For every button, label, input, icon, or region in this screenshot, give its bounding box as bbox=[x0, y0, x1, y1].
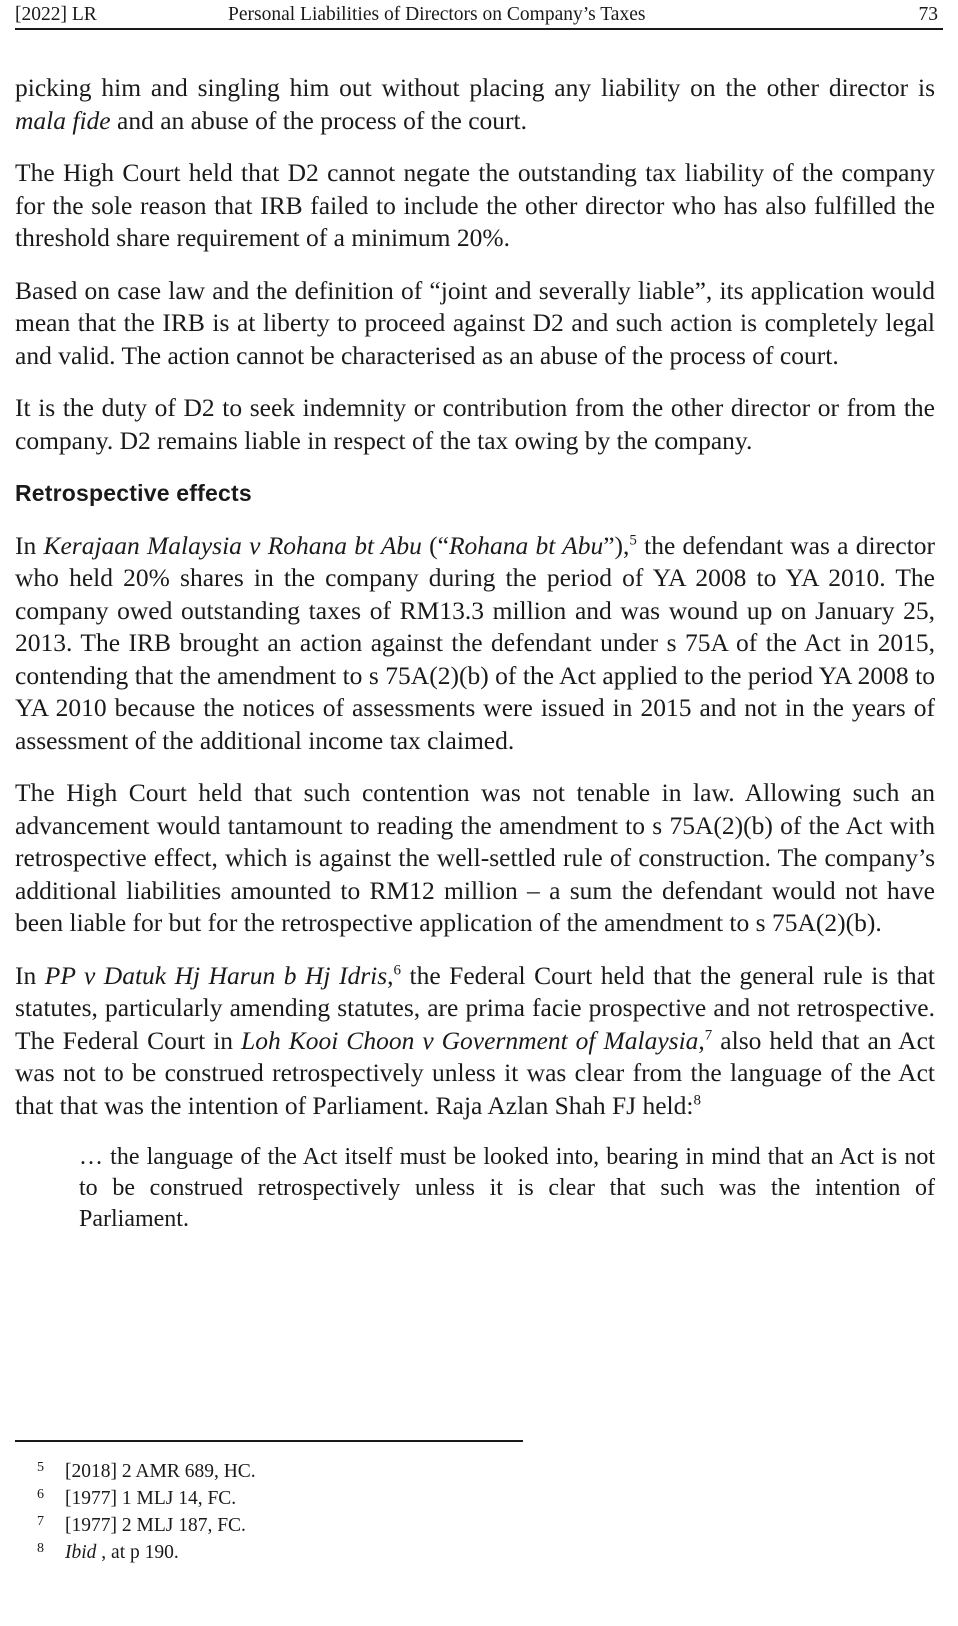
footnote-text: [1977] 1 MLJ 14, FC. bbox=[65, 1488, 237, 1509]
case-name: Loh Kooi Choon v Government of Malaysia bbox=[241, 1025, 699, 1055]
text-run: In bbox=[15, 960, 45, 990]
document-page bbox=[15, 0, 943, 1626]
text-run: (“ bbox=[421, 530, 449, 560]
text-run: In bbox=[15, 530, 44, 560]
text-run: the defendant was a director who held 20% shares in the company during the period of YA 2008 to YA 2010. The company owed outstanding taxes of RM13.3 million and was wound up on January 25, 2013. The IRB brought an action against the defendant under s 75A of the Act in 2015, contending that the amendment to s 75A(2)(b) of the Act applied to the period YA 2008 to YA 2010 because the notices of assessments were issued in 2015 and not in the years of assessment of the additional income tax claimed. bbox=[15, 530, 935, 755]
text-run: ”), bbox=[603, 530, 630, 560]
footnotes bbox=[37, 1458, 256, 1566]
footnote-7 bbox=[37, 1512, 256, 1539]
footnote-ref[interactable]: 5 bbox=[629, 532, 637, 548]
header-citation: [2022] LR bbox=[15, 4, 97, 25]
paragraph-7 bbox=[15, 960, 935, 1123]
header-page-number: 73 bbox=[918, 4, 938, 25]
footnote-number: 5 bbox=[37, 1460, 44, 1475]
case-name: Kerajaan Malaysia v Rohana bt Abu bbox=[43, 530, 422, 560]
footnote-number: 6 bbox=[37, 1487, 44, 1502]
text-run: , bbox=[698, 1025, 705, 1055]
footnote-ref[interactable]: 8 bbox=[693, 1092, 701, 1108]
body-text bbox=[15, 72, 935, 1235]
header-running-title: Personal Liabilities of Directors on Company’s Taxes bbox=[228, 4, 646, 25]
footnote-text: [2018] 2 AMR 689, HC. bbox=[65, 1461, 256, 1482]
footnote-number: 8 bbox=[37, 1541, 44, 1556]
case-name: PP v Datuk Hj Harun b Hj Idris bbox=[44, 960, 388, 990]
footnote-ibid: Ibid bbox=[65, 1542, 97, 1563]
paragraph-6: The High Court held that such contention was not tenable in law. Allowing such an advancement would tantamount to reading the amendment to s 75A(2)(b) of the Act with retrospective effect, which is against the well-settled rule of construction. The company’s additional liabilities amounted to RM12 million – a sum the defendant would not have been liable for but for the retrospective application of the amendment to s 75A(2)(b). bbox=[15, 778, 935, 937]
footnote-5 bbox=[37, 1458, 256, 1485]
paragraph-2: The High Court held that D2 cannot negate the outstanding tax liability of the company for the sole reason that IRB failed to include the other director who has also fulfilled the threshold share requirement of a minimum 20%. bbox=[15, 158, 935, 252]
footnote-ref[interactable]: 6 bbox=[393, 962, 402, 978]
text-run: picking him and singling him out without placing any liability on the other director is bbox=[15, 73, 935, 102]
section-heading: Retrospective effects bbox=[15, 480, 252, 506]
paragraph-3: Based on case law and the definition of “joint and severally liable”, its application would mean that the IRB is at liberty to proceed against D2 and such action is completely legal and valid. The action cannot be characterised as an abuse of the process of court. bbox=[15, 275, 935, 370]
text-run: the Federal Court held that the general rule is that statutes, particularly amending statutes, are prima facie prospective and not retrospective. The Federal Court in bbox=[15, 960, 935, 1055]
footnote-text: , at p 190. bbox=[96, 1542, 179, 1563]
paragraph-4: It is the duty of D2 to seek indemnity or contribution from the other director or from the company. D2 remains liable in respect of the tax owing by the company. bbox=[15, 393, 935, 455]
footnote-text: [1977] 2 MLJ 187, FC. bbox=[65, 1515, 246, 1536]
italic-term: mala fide bbox=[15, 105, 111, 135]
text-run: , bbox=[387, 960, 394, 990]
paragraph-1 bbox=[15, 72, 935, 137]
footnote-8 bbox=[37, 1539, 256, 1566]
case-short-name: Rohana bt Abu bbox=[448, 530, 604, 560]
text-run: and an abuse of the process of the court. bbox=[110, 105, 527, 135]
text-run: also held that an Act was not to be construed retrospectively unless it was clear from the language of the Act that that was the intention of Parliament. Raja Azlan Shah FJ held: bbox=[15, 1025, 935, 1120]
paragraph-5 bbox=[15, 530, 935, 758]
running-header bbox=[15, 2, 943, 30]
footnote-ref[interactable]: 7 bbox=[704, 1027, 713, 1043]
footnote-6 bbox=[37, 1485, 256, 1512]
footnote-divider bbox=[15, 1440, 523, 1442]
block-quote: … the language of the Act itself must be looked into, bearing in mind that an Act is not to be construed retrospectively unless it is clear that such was the intention of Parliament. bbox=[79, 1144, 935, 1232]
footnote-number: 7 bbox=[37, 1514, 44, 1529]
